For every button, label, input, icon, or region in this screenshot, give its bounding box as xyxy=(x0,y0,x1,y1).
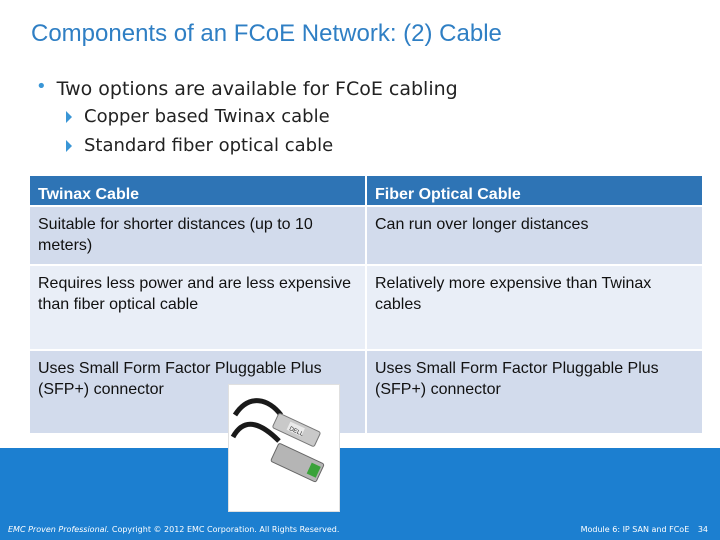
footer-module-text: Module 6: IP SAN and FCoE xyxy=(580,525,690,534)
table-cell: Uses Small Form Factor Pluggable Plus (SFP+) connector xyxy=(30,350,366,433)
table-cell: Relatively more expensive than Twinax cables xyxy=(366,265,702,350)
header-fiber: Fiber Optical Cable xyxy=(366,176,702,206)
sfp-cable-photo xyxy=(228,384,340,512)
footer-band xyxy=(0,448,720,510)
table-cell: Requires less power and are less expensive than fiber optical cable xyxy=(30,265,366,350)
table-cell: Uses Small Form Factor Pluggable Plus (SFP+) connector xyxy=(366,350,702,433)
table-row xyxy=(30,265,702,350)
slide-title: Components of an FCoE Network: (2) Cable xyxy=(31,20,502,47)
comparison-table xyxy=(30,176,702,433)
table-header-row xyxy=(30,176,702,206)
sub-bullet-copper xyxy=(66,106,458,127)
footer-copyright-text: Copyright © 2012 EMC Corporation. All Rights Reserved. xyxy=(111,525,340,534)
sub-bullet-text: Standard fiber optical cable xyxy=(84,135,334,156)
bullet-list xyxy=(36,75,458,156)
header-twinax: Twinax Cable xyxy=(30,176,366,206)
table-row xyxy=(30,350,702,433)
sub-bullet-fiber xyxy=(66,135,458,156)
table-cell: Can run over longer distances xyxy=(366,206,702,265)
footer-brand: EMC Proven Professional. xyxy=(8,525,110,534)
logo-text: DELL xyxy=(288,426,305,438)
table-cell: Suitable for shorter distances (up to 10 meters) xyxy=(30,206,366,265)
arrow-icon xyxy=(66,111,72,123)
bullet-dot-icon: • xyxy=(36,75,47,97)
arrow-icon xyxy=(66,140,72,152)
footer-module xyxy=(581,525,708,534)
main-bullet xyxy=(36,75,458,100)
page-number: 34 xyxy=(697,525,708,534)
table-row xyxy=(30,206,702,265)
main-bullet-text: Two options are available for FCoE cabling xyxy=(56,78,458,100)
footer-copyright xyxy=(8,525,339,534)
sub-bullet-text: Copper based Twinax cable xyxy=(84,106,330,127)
sfp-cable-illustration xyxy=(229,385,339,511)
